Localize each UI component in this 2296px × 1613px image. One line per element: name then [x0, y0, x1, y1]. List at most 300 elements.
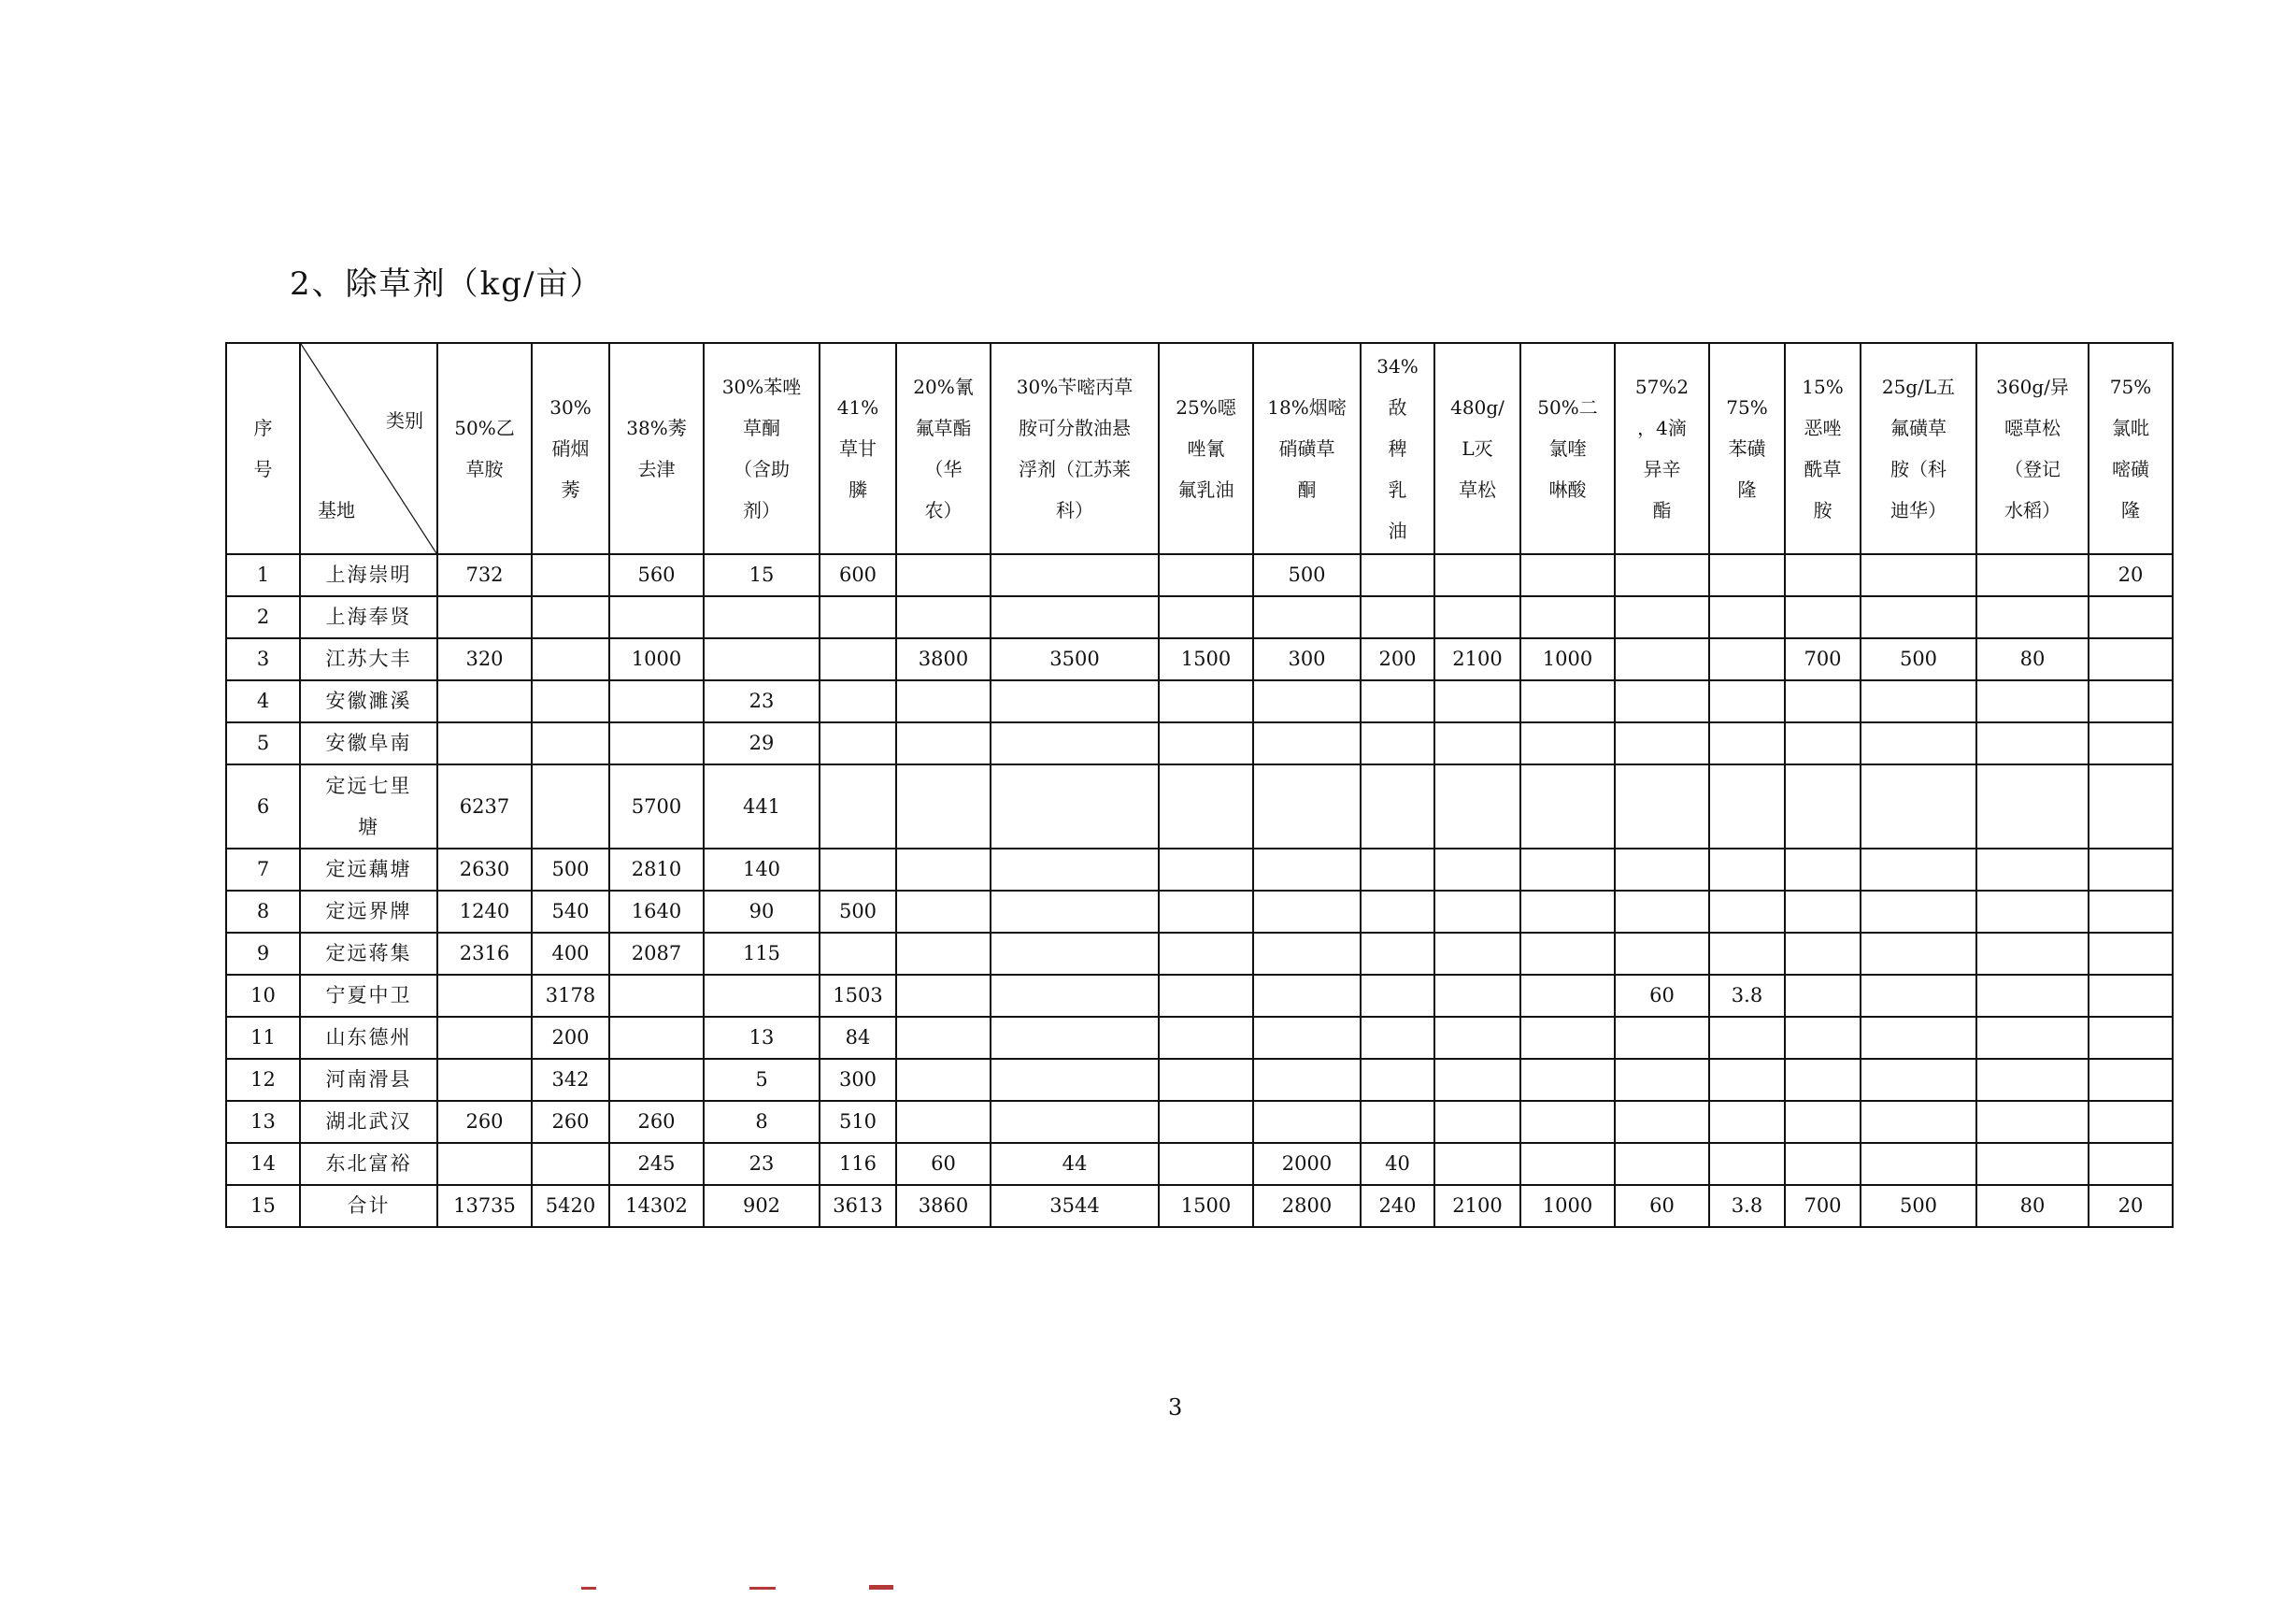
row-seq: 9	[226, 933, 300, 975]
table-cell	[1861, 1017, 1976, 1059]
table-cell	[1785, 1017, 1861, 1059]
table-cell	[1520, 764, 1615, 849]
table-cell: 3178	[532, 975, 609, 1017]
table-cell	[1976, 975, 2089, 1017]
table-cell	[1253, 680, 1361, 722]
table-cell	[820, 849, 896, 891]
table-cell	[2089, 680, 2173, 722]
table-row	[226, 764, 2173, 849]
table-cell	[1159, 975, 1253, 1017]
table-cell	[1615, 1017, 1709, 1059]
table-cell	[2089, 1017, 2173, 1059]
table-cell	[1615, 596, 1709, 638]
table-cell	[437, 680, 532, 722]
column-header: 38%莠 去津	[609, 343, 704, 554]
row-seq: 4	[226, 680, 300, 722]
table-cell	[1361, 680, 1434, 722]
table-cell	[1976, 764, 2089, 849]
row-seq: 1	[226, 554, 300, 596]
table-cell: 2630	[437, 849, 532, 891]
table-cell	[1615, 554, 1709, 596]
table-row	[226, 722, 2173, 764]
table-cell: 342	[532, 1059, 609, 1101]
table-cell	[1861, 1143, 1976, 1185]
table-cell	[1361, 849, 1434, 891]
table-cell: 700	[1785, 1185, 1861, 1227]
table-cell	[1520, 933, 1615, 975]
table-cell	[2089, 764, 2173, 849]
table-cell	[1709, 638, 1785, 680]
column-header: 50%二 氯喹 啉酸	[1520, 343, 1615, 554]
table-cell	[1709, 680, 1785, 722]
table-cell	[1253, 849, 1361, 891]
category-label: 类别	[386, 409, 423, 432]
table-cell	[1361, 891, 1434, 933]
table-cell	[1615, 638, 1709, 680]
row-seq: 2	[226, 596, 300, 638]
table-cell	[1976, 1017, 2089, 1059]
row-base: 定远蒋集	[300, 933, 437, 975]
table-cell: 510	[820, 1101, 896, 1143]
table-cell: 3860	[896, 1185, 991, 1227]
table-cell: 1503	[820, 975, 896, 1017]
table-cell	[1253, 1017, 1361, 1059]
table-cell	[1361, 975, 1434, 1017]
table-cell	[1785, 554, 1861, 596]
table-cell	[1361, 554, 1434, 596]
table-cell	[1434, 596, 1520, 638]
table-cell: 400	[532, 933, 609, 975]
table-cell	[991, 554, 1159, 596]
table-cell	[1709, 764, 1785, 849]
table-cell	[609, 1017, 704, 1059]
scan-mark	[869, 1585, 893, 1590]
table-cell	[820, 596, 896, 638]
table-cell	[1253, 764, 1361, 849]
table-cell	[1976, 554, 2089, 596]
table-cell	[704, 638, 820, 680]
table-cell	[532, 722, 609, 764]
table-row	[226, 975, 2173, 1017]
table-cell: 902	[704, 1185, 820, 1227]
table-cell	[896, 975, 991, 1017]
table-cell	[1976, 596, 2089, 638]
table-cell	[1976, 1143, 2089, 1185]
table-cell	[1520, 1101, 1615, 1143]
table-cell	[2089, 1143, 2173, 1185]
table-cell	[1976, 1101, 2089, 1143]
table-cell: 500	[1861, 1185, 1976, 1227]
table-cell	[991, 933, 1159, 975]
table-cell: 732	[437, 554, 532, 596]
table-row	[226, 1143, 2173, 1185]
column-header: 34% 敌 稗 乳 油	[1361, 343, 1434, 554]
table-cell: 2316	[437, 933, 532, 975]
table-cell	[1520, 554, 1615, 596]
table-cell	[1709, 1143, 1785, 1185]
table-cell: 560	[609, 554, 704, 596]
table-cell	[1434, 975, 1520, 1017]
table-cell	[1253, 1101, 1361, 1143]
table-cell	[896, 933, 991, 975]
table-cell: 3800	[896, 638, 991, 680]
table-cell	[1861, 891, 1976, 933]
table-cell	[1785, 933, 1861, 975]
table-cell	[820, 933, 896, 975]
table-cell	[2089, 849, 2173, 891]
table-cell	[2089, 638, 2173, 680]
table-cell	[896, 849, 991, 891]
scan-mark	[749, 1587, 776, 1590]
table-cell: 6237	[437, 764, 532, 849]
row-base: 安徽濉溪	[300, 680, 437, 722]
table-cell: 1000	[1520, 638, 1615, 680]
row-base: 山东德州	[300, 1017, 437, 1059]
table-cell	[1785, 975, 1861, 1017]
table-cell	[1785, 764, 1861, 849]
table-cell	[532, 1143, 609, 1185]
table-cell	[991, 1059, 1159, 1101]
table-cell: 116	[820, 1143, 896, 1185]
table-row	[226, 1059, 2173, 1101]
table-cell	[991, 764, 1159, 849]
table-cell	[991, 1017, 1159, 1059]
table-cell	[1159, 1101, 1253, 1143]
table-cell: 2100	[1434, 1185, 1520, 1227]
table-cell: 3.8	[1709, 1185, 1785, 1227]
table-cell	[1861, 722, 1976, 764]
table-cell	[896, 764, 991, 849]
seq-header: 序 号	[226, 343, 300, 554]
column-header: 75% 氯吡 嘧磺 隆	[2089, 343, 2173, 554]
table-cell	[2089, 722, 2173, 764]
table-cell	[1785, 680, 1861, 722]
table-cell: 5700	[609, 764, 704, 849]
table-cell	[1253, 891, 1361, 933]
table-cell	[1785, 891, 1861, 933]
table-cell	[1361, 933, 1434, 975]
table-cell	[437, 596, 532, 638]
table-cell	[820, 680, 896, 722]
table-cell: 200	[1361, 638, 1434, 680]
table-cell	[1434, 554, 1520, 596]
table-cell: 320	[437, 638, 532, 680]
table-cell	[2089, 891, 2173, 933]
row-base: 江苏大丰	[300, 638, 437, 680]
table-cell	[1615, 933, 1709, 975]
table-cell: 84	[820, 1017, 896, 1059]
column-header: 41% 草甘 膦	[820, 343, 896, 554]
table-cell	[1976, 680, 2089, 722]
table-cell: 13735	[437, 1185, 532, 1227]
row-seq: 15	[226, 1185, 300, 1227]
table-cell	[1434, 680, 1520, 722]
table-cell	[1253, 933, 1361, 975]
table-cell	[1520, 849, 1615, 891]
table-row	[226, 638, 2173, 680]
table-cell	[1861, 933, 1976, 975]
table-cell	[1434, 722, 1520, 764]
diagonal-header-cell	[300, 343, 437, 554]
table-cell: 3500	[991, 638, 1159, 680]
table-cell	[1520, 596, 1615, 638]
table-cell	[820, 638, 896, 680]
table-cell	[1709, 722, 1785, 764]
table-cell	[1861, 680, 1976, 722]
table-row	[226, 1101, 2173, 1143]
table-cell	[609, 1059, 704, 1101]
table-cell	[704, 975, 820, 1017]
table-cell: 8	[704, 1101, 820, 1143]
row-base: 上海奉贤	[300, 596, 437, 638]
table-cell: 44	[991, 1143, 1159, 1185]
table-cell: 700	[1785, 638, 1861, 680]
table-cell	[609, 975, 704, 1017]
table-cell	[991, 891, 1159, 933]
table-cell: 60	[1615, 975, 1709, 1017]
table-row	[226, 849, 2173, 891]
row-base: 上海崇明	[300, 554, 437, 596]
table-cell	[1159, 933, 1253, 975]
table-cell	[1253, 1059, 1361, 1101]
table-cell	[1159, 764, 1253, 849]
column-header: 360g/异 噁草松 （登记 水稻）	[1976, 343, 2089, 554]
table-cell	[896, 1017, 991, 1059]
row-seq: 12	[226, 1059, 300, 1101]
column-header: 15% 恶唑 酰草 胺	[1785, 343, 1861, 554]
table-cell	[1434, 891, 1520, 933]
table-cell	[1615, 680, 1709, 722]
row-base: 湖北武汉	[300, 1101, 437, 1143]
table-cell	[1615, 849, 1709, 891]
table-cell: 245	[609, 1143, 704, 1185]
table-cell: 540	[532, 891, 609, 933]
scan-mark	[581, 1587, 596, 1590]
column-header: 25%噁 唑氰 氟乳油	[1159, 343, 1253, 554]
table-cell	[820, 764, 896, 849]
table-cell	[2089, 596, 2173, 638]
column-header: 30%苄嘧丙草 胺可分散油悬 浮剂（江苏莱 科）	[991, 343, 1159, 554]
table-cell: 23	[704, 1143, 820, 1185]
diagonal-line	[301, 344, 436, 553]
table-cell	[1520, 680, 1615, 722]
table-cell: 140	[704, 849, 820, 891]
table-cell	[437, 975, 532, 1017]
table-cell	[896, 596, 991, 638]
table-cell: 2800	[1253, 1185, 1361, 1227]
table-cell	[1434, 1059, 1520, 1101]
table-cell	[1615, 1143, 1709, 1185]
table-cell	[1785, 596, 1861, 638]
row-seq: 14	[226, 1143, 300, 1185]
table-row	[226, 680, 2173, 722]
table-cell: 600	[820, 554, 896, 596]
column-header: 30%苯唑 草酮 （含助 剂）	[704, 343, 820, 554]
page-title: 2、除草剂（kg/亩）	[290, 265, 604, 303]
table-cell	[1785, 722, 1861, 764]
table-cell: 2087	[609, 933, 704, 975]
table-cell	[1976, 933, 2089, 975]
table-cell	[1520, 1017, 1615, 1059]
table-cell: 200	[532, 1017, 609, 1059]
table-cell: 80	[1976, 638, 2089, 680]
table-cell	[1361, 596, 1434, 638]
table-cell	[1976, 722, 2089, 764]
table-cell: 13	[704, 1017, 820, 1059]
row-seq: 7	[226, 849, 300, 891]
table-cell	[437, 1059, 532, 1101]
table-cell	[1520, 722, 1615, 764]
column-header: 50%乙 草胺	[437, 343, 532, 554]
table-cell	[1709, 1101, 1785, 1143]
row-base: 东北富裕	[300, 1143, 437, 1185]
table-cell	[896, 680, 991, 722]
table-cell: 260	[437, 1101, 532, 1143]
column-header: 57%2 ，4滴 异辛 酯	[1615, 343, 1709, 554]
table-cell	[1520, 891, 1615, 933]
table-cell: 441	[704, 764, 820, 849]
table-cell	[1159, 680, 1253, 722]
table-cell	[1434, 764, 1520, 849]
row-base: 定远界牌	[300, 891, 437, 933]
table-cell: 23	[704, 680, 820, 722]
table-cell	[1159, 849, 1253, 891]
table-cell	[1159, 554, 1253, 596]
table-cell	[1434, 849, 1520, 891]
table-cell: 2810	[609, 849, 704, 891]
table-cell	[1785, 1059, 1861, 1101]
table-cell	[1434, 1143, 1520, 1185]
row-seq: 10	[226, 975, 300, 1017]
table-cell: 1640	[609, 891, 704, 933]
table-cell	[1361, 722, 1434, 764]
table-cell: 500	[820, 891, 896, 933]
table-cell	[1434, 1101, 1520, 1143]
table-cell	[2089, 1059, 2173, 1101]
table-cell	[704, 596, 820, 638]
table-cell	[437, 722, 532, 764]
table-cell	[1361, 1017, 1434, 1059]
table-cell	[1159, 891, 1253, 933]
table-cell	[1159, 722, 1253, 764]
column-header: 20%氰 氟草酯 （华 农）	[896, 343, 991, 554]
row-seq: 6	[226, 764, 300, 849]
row-seq: 3	[226, 638, 300, 680]
table-cell	[532, 764, 609, 849]
row-base: 安徽阜南	[300, 722, 437, 764]
table-cell: 300	[820, 1059, 896, 1101]
table-cell	[991, 849, 1159, 891]
table-cell	[1785, 849, 1861, 891]
page-number: 3	[1168, 1394, 1183, 1420]
row-seq: 8	[226, 891, 300, 933]
row-base: 定远七里 塘	[300, 764, 437, 849]
table-cell	[1861, 596, 1976, 638]
table-cell: 80	[1976, 1185, 2089, 1227]
row-base: 宁夏中卫	[300, 975, 437, 1017]
table-cell: 1240	[437, 891, 532, 933]
row-base: 合计	[300, 1185, 437, 1227]
table-cell	[1709, 891, 1785, 933]
table-cell	[1709, 849, 1785, 891]
table-cell	[1709, 1059, 1785, 1101]
table-cell	[1861, 975, 1976, 1017]
table-cell: 29	[704, 722, 820, 764]
table-cell: 5420	[532, 1185, 609, 1227]
table-cell	[1253, 975, 1361, 1017]
table-cell: 60	[1615, 1185, 1709, 1227]
table-cell: 14302	[609, 1185, 704, 1227]
table-cell: 1500	[1159, 1185, 1253, 1227]
table-cell: 3544	[991, 1185, 1159, 1227]
table-cell	[1861, 764, 1976, 849]
table-cell	[820, 722, 896, 764]
table-cell: 1500	[1159, 638, 1253, 680]
header-row	[226, 343, 2173, 554]
table-cell	[1861, 1101, 1976, 1143]
table-cell	[991, 975, 1159, 1017]
base-label: 基地	[318, 499, 355, 521]
table-cell	[1976, 891, 2089, 933]
table-cell	[1709, 596, 1785, 638]
row-base: 河南滑县	[300, 1059, 437, 1101]
row-seq: 11	[226, 1017, 300, 1059]
table-cell	[1709, 933, 1785, 975]
table-cell	[1615, 764, 1709, 849]
table-cell: 115	[704, 933, 820, 975]
table-cell	[532, 596, 609, 638]
table-row	[226, 596, 2173, 638]
table-cell	[1520, 1143, 1615, 1185]
row-base: 定远藕塘	[300, 849, 437, 891]
table-cell	[1615, 1101, 1709, 1143]
table-cell	[532, 554, 609, 596]
table-cell: 20	[2089, 1185, 2173, 1227]
table-cell	[1861, 1059, 1976, 1101]
table-cell: 2100	[1434, 638, 1520, 680]
column-header: 25g/L五 氟磺草 胺（科 迪华）	[1861, 343, 1976, 554]
table-cell: 1000	[609, 638, 704, 680]
table-cell	[1976, 1059, 2089, 1101]
table-cell: 500	[532, 849, 609, 891]
table-cell	[532, 680, 609, 722]
table-cell	[532, 638, 609, 680]
table-cell: 40	[1361, 1143, 1434, 1185]
table-cell	[991, 722, 1159, 764]
table-cell	[991, 680, 1159, 722]
table-cell	[437, 1017, 532, 1059]
table-cell	[1361, 764, 1434, 849]
table-cell: 2000	[1253, 1143, 1361, 1185]
table-cell	[1434, 1017, 1520, 1059]
table-cell	[437, 1143, 532, 1185]
table-cell	[609, 722, 704, 764]
table-cell	[1861, 849, 1976, 891]
table-cell	[896, 722, 991, 764]
table-cell: 3.8	[1709, 975, 1785, 1017]
table-cell	[1434, 933, 1520, 975]
table-cell	[609, 596, 704, 638]
table-cell	[1253, 722, 1361, 764]
table-cell	[1361, 1101, 1434, 1143]
table-cell	[1159, 1059, 1253, 1101]
table-cell: 20	[2089, 554, 2173, 596]
table-cell	[896, 1101, 991, 1143]
table-cell	[896, 1059, 991, 1101]
row-seq: 13	[226, 1101, 300, 1143]
table-cell: 500	[1861, 638, 1976, 680]
table-cell: 3613	[820, 1185, 896, 1227]
